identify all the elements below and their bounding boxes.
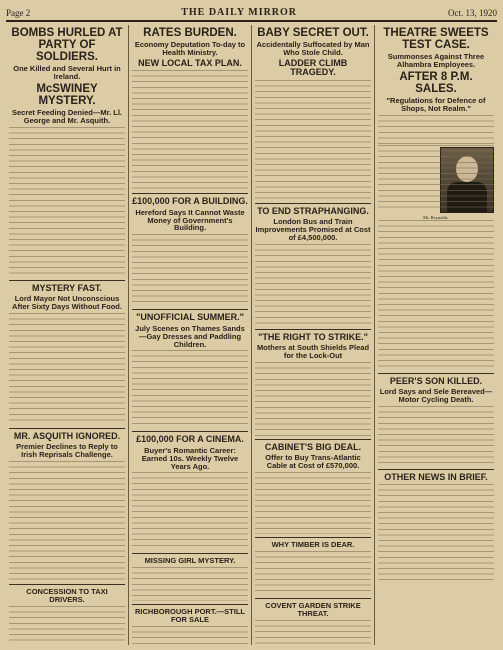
subhead-cabinet-deal: Offer to Buy Trans-Atlantic Cable at Cost of £570,000.	[265, 453, 361, 471]
headline-rates: RATES BURDEN.	[143, 27, 237, 39]
headline-mystery-fast: MYSTERY FAST.	[31, 282, 102, 293]
article-body	[9, 461, 125, 581]
headline-straphanging: TO END STRAPHANGING.	[257, 205, 369, 216]
headline-building: £100,000 FOR A BUILDING.	[132, 196, 248, 207]
article-body	[255, 244, 371, 326]
photo-caption: Mr. Reynolds.	[423, 214, 449, 220]
headline-missing-girl: MISSING GIRL MYSTERY.	[144, 556, 236, 566]
column-4	[375, 25, 497, 645]
article-body	[9, 313, 125, 425]
article-body	[378, 115, 494, 145]
article-body	[132, 70, 248, 190]
subhead-after-8pm: "Regulations for Defence of Shops, Not Realm."	[386, 96, 486, 113]
subhead-straphanging: London Bus and Train Improvements Promised at Cost of £4,500,000.	[255, 217, 371, 242]
article-body	[132, 567, 248, 601]
headline-cinema: £100,000 FOR A CINEMA.	[136, 434, 244, 445]
headline-asquith: MR. ASQUITH IGNORED.	[13, 431, 121, 441]
headline-baby: BABY SECRET OUT.	[257, 27, 369, 39]
article-body	[9, 127, 125, 277]
subhead-summer: July Scenes on Thames Sands—Gay Dresses and Paddling Children.	[135, 323, 245, 349]
page-number: Page 2	[6, 8, 31, 18]
article-body	[378, 220, 494, 370]
headline-timber: WHY TIMBER IS DEAR.	[271, 540, 355, 550]
subhead-mystery-fast: Lord Mayor Not Unconscious After Sixty Days Without Food.	[12, 294, 122, 312]
column-2	[129, 25, 252, 645]
subhead-cinema: Buyer's Romantic Career: Earned 10s. Weekly Twelve Years Ago.	[141, 445, 239, 471]
headline-local-tax: NEW LOCAL TAX PLAN.	[138, 57, 242, 68]
subhead-theatre-sweets: Summonses Against Three Alhambra Employees.	[387, 52, 485, 69]
headline-summer: "UNOFFICIAL SUMMER."	[136, 312, 244, 323]
headline-theatre-sweets: THEATRE SWEETS TEST CASE.	[383, 27, 489, 52]
headline-bombs: BOMBS HURLED AT PARTY OF SOLDIERS.	[11, 27, 123, 64]
subhead-mcswiney: Secret Feeding Denied—Mr. Ll. George and Mr. Asquith.	[11, 108, 123, 125]
subhead-peers-son: Lord Says and Sele Bereaved—Motor Cycling Death.	[379, 387, 493, 405]
column-3	[252, 25, 375, 645]
headline-mcswiney: McSWINEY MYSTERY.	[36, 82, 98, 107]
article-body	[378, 145, 494, 211]
headline-after-8pm: AFTER 8 P.M. SALES.	[399, 70, 473, 95]
headline-richborough: RICHBOROUGH PORT.—STILL FOR SALE	[135, 607, 245, 625]
subhead-asquith: Premier Declines to Reply to Irish Reprisals Challenge.	[16, 442, 118, 460]
article-body	[132, 626, 248, 645]
headline-peers-son: PEER'S SON KILLED.	[389, 375, 483, 386]
article-body	[132, 234, 248, 306]
article-body	[9, 606, 125, 645]
article-body	[132, 472, 248, 550]
headline-taxi: CONCESSION TO TAXI DRIVERS.	[26, 587, 108, 605]
article-body	[378, 484, 494, 584]
article-body	[132, 350, 248, 428]
masthead	[6, 4, 497, 22]
article-body	[255, 620, 371, 645]
article-body	[378, 406, 494, 466]
issue-date: Oct. 13, 1920	[448, 8, 497, 18]
subhead-rates: Economy Deputation To-day to Health Ministry.	[134, 40, 246, 57]
article-body	[255, 362, 371, 436]
headline-news-in-brief: OTHER NEWS IN BRIEF.	[384, 471, 488, 482]
newspaper-title: THE DAILY MIRROR	[181, 7, 298, 18]
headline-ladder: LADDER CLIMB TRAGEDY.	[278, 57, 348, 78]
headline-covent-garden: COVENT GARDEN STRIKE THREAT.	[265, 601, 361, 618]
subhead-bombs: One Killed and Several Hurt in Ireland.	[13, 64, 121, 82]
subhead-right-to-strike: Mothers at South Shields Plead for the Lock-Out	[256, 343, 370, 361]
headline-right-to-strike: "THE RIGHT TO STRIKE."	[258, 331, 368, 342]
subhead-building: Hereford Says It Cannot Waste Money of Government's Building.	[135, 207, 245, 233]
subhead-baby: Accidentally Suffocated by Man Who Stole Child.	[256, 40, 370, 57]
article-body	[255, 551, 371, 595]
article-body	[255, 80, 371, 200]
column-1	[6, 25, 129, 645]
article-body	[255, 472, 371, 534]
headline-cabinet-deal: CABINET'S BIG DEAL.	[264, 441, 362, 452]
